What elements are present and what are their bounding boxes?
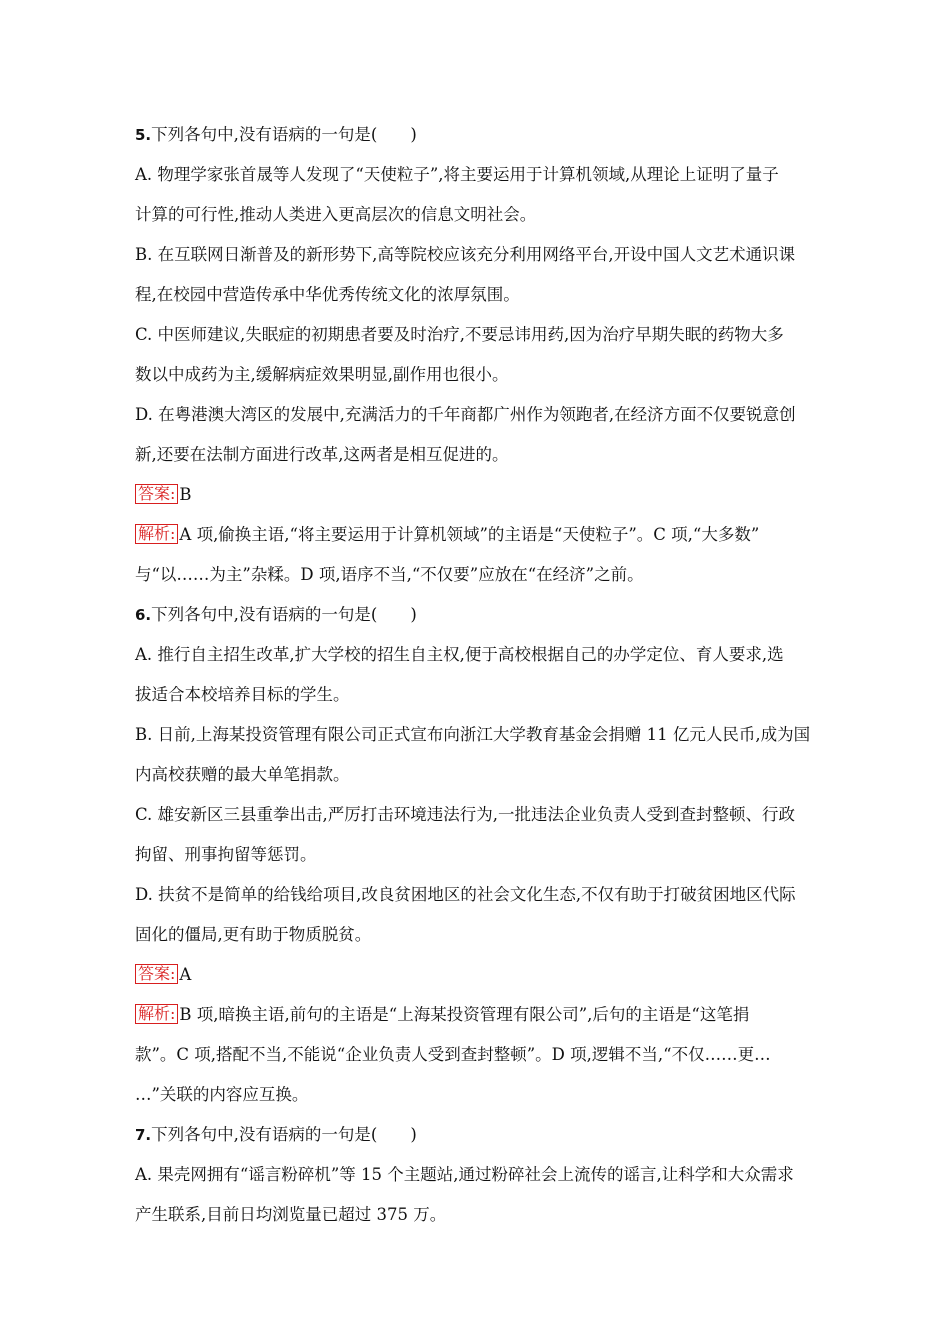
option-c-cont: 拘留、刑事拘留等惩罚。 bbox=[135, 845, 317, 864]
option-a-cont: 计算的可行性,推动人类进入更高层次的信息文明社会。 bbox=[135, 205, 537, 224]
option-b: B. 在互联网日渐普及的新形势下,高等院校应该充分利用网络平台,开设中国人文艺术通识课 bbox=[135, 245, 796, 264]
question-stem: 6.下列各句中,没有语病的一句是( ) bbox=[135, 605, 417, 624]
analysis-cont: 与“以……为主”杂糅。D 项,语序不当,“不仅要”应放在“在经济”之前。 bbox=[135, 565, 644, 584]
option-b-cont: 内高校获赠的最大单笔捐款。 bbox=[135, 765, 350, 784]
analysis-cont: 款”。C 项,搭配不当,不能说“企业负责人受到查封整顿”。D 项,逻辑不当,“不仅……更… bbox=[135, 1045, 771, 1064]
question-number: 6. bbox=[135, 606, 152, 624]
analysis-cont: …”关联的内容应互换。 bbox=[135, 1085, 309, 1104]
answer-tag: 答案: bbox=[135, 964, 178, 984]
answer-value: A bbox=[179, 965, 192, 984]
question-number: 7. bbox=[135, 1126, 152, 1144]
option-d: D. 在粤港澳大湾区的发展中,充满活力的千年商都广州作为领跑者,在经济方面不仅要锐意创 bbox=[135, 405, 796, 424]
option-d: D. 扶贫不是简单的给钱给项目,改良贫困地区的社会文化生态,不仅有助于打破贫困地区代际 bbox=[135, 885, 796, 904]
option-c: C. 中医师建议,失眠症的初期患者要及时治疗,不要忌讳用药,因为治疗早期失眠的药物大多 bbox=[135, 325, 784, 344]
answer-value: B bbox=[179, 485, 192, 504]
analysis-line: 解析: B 项,暗换主语,前句的主语是“上海某投资管理有限公司”,后句的主语是“这笔捐 bbox=[135, 1004, 815, 1026]
answer-line bbox=[135, 484, 815, 506]
option-a: A. 果壳网拥有“谣言粉碎机”等 15 个主题站,通过粉碎社会上流传的谣言,让科学和大众需求 bbox=[135, 1165, 794, 1184]
analysis-tag: 解析: bbox=[135, 1004, 178, 1024]
answer-line bbox=[135, 964, 815, 986]
option-b-cont: 程,在校园中营造传承中华优秀传统文化的浓厚氛围。 bbox=[135, 285, 520, 304]
document-content bbox=[135, 124, 815, 1226]
option-c: C. 雄安新区三县重拳出击,严厉打击环境违法行为,一批违法企业负责人受到查封整顿、行政 bbox=[135, 805, 796, 824]
option-a: A. 推行自主招生改革,扩大学校的招生自主权,便于高校根据自己的办学定位、育人要求,选 bbox=[135, 645, 784, 664]
analysis-line: 解析: A 项,偷换主语,“将主要运用于计算机领域”的主语是“天使粒子”。C 项,“大多数” bbox=[135, 524, 815, 546]
option-a-cont: 拔适合本校培养目标的学生。 bbox=[135, 685, 350, 704]
option-a: A. 物理学家张首晟等人发现了“天使粒子”,将主要运用于计算机领域,从理论上证明了量子 bbox=[135, 165, 779, 184]
question-number: 5. bbox=[135, 126, 152, 144]
option-d-cont: 固化的僵局,更有助于物质脱贫。 bbox=[135, 925, 372, 944]
question-stem: 5.下列各句中,没有语病的一句是( ) bbox=[135, 125, 417, 144]
question-stem: 7.下列各句中,没有语病的一句是( ) bbox=[135, 1125, 417, 1144]
question-5 bbox=[135, 124, 815, 586]
option-a-cont: 产生联系,目前日均浏览量已超过 375 万。 bbox=[135, 1205, 447, 1224]
option-b: B. 日前,上海某投资管理有限公司正式宣布向浙江大学教育基金会捐赠 11 亿元人民币,成为国 bbox=[135, 725, 811, 744]
answer-tag: 答案: bbox=[135, 484, 178, 504]
question-7 bbox=[135, 1124, 815, 1226]
option-c-cont: 数以中成药为主,缓解病症效果明显,副作用也很小。 bbox=[135, 365, 509, 384]
question-6 bbox=[135, 604, 815, 1106]
option-d-cont: 新,还要在法制方面进行改革,这两者是相互促进的。 bbox=[135, 445, 509, 464]
analysis-tag: 解析: bbox=[135, 524, 178, 544]
